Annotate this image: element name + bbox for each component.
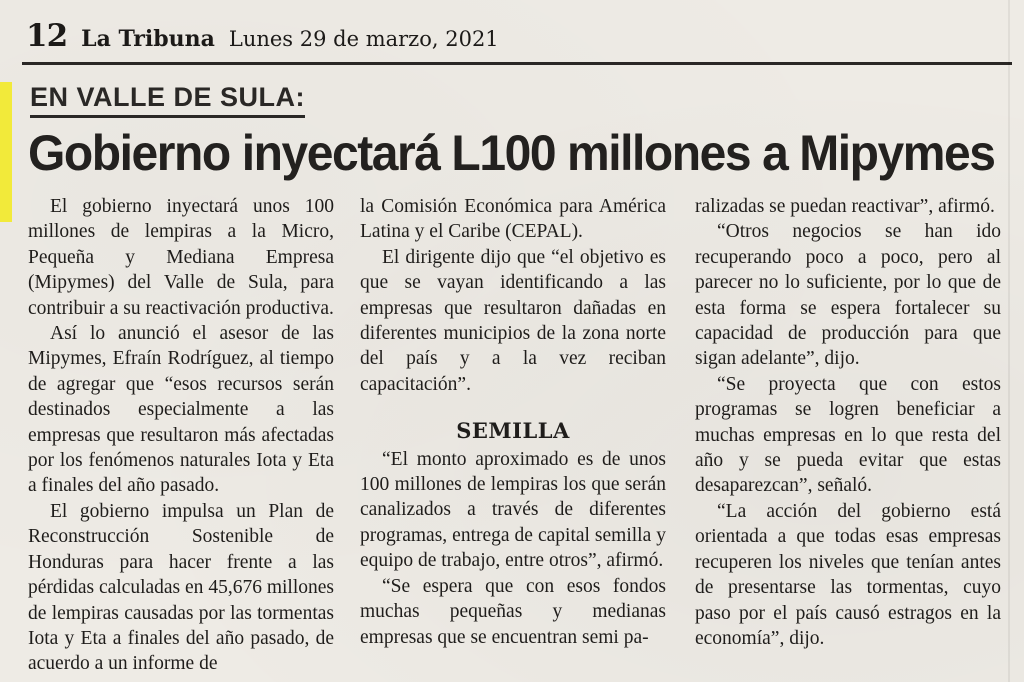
paragraph: “Se espera que con esos fondos muchas pequeñas y medianas empresas que se encuentran semi pa- — [360, 575, 666, 648]
article-kicker: EN VALLE DE SULA: — [30, 80, 305, 118]
article-headline: Gobierno inyectará L100 millones a Mipymes — [28, 125, 995, 181]
issue-date: Lunes 29 de marzo, 2021 — [228, 27, 499, 51]
paragraph: El gobierno impulsa un Plan de Reconstrucción Sostenible de Honduras para hacer frente a las pérdidas calculadas en 45,676 millones de lempiras causadas por las tormentas Iota y Eta a finales del año pasado, de acuerdo a un informe de — [28, 500, 334, 675]
column-2 — [360, 194, 666, 650]
page-header — [26, 18, 499, 58]
article-body — [28, 194, 1010, 675]
highlight-marker — [0, 82, 12, 222]
paragraph-continued: la Comisión Económica para América Latina y el Caribe (CEPAL). — [360, 196, 666, 243]
header-rule — [22, 62, 1012, 65]
paragraph: “El monto aproximado es de unos 100 millones de lempiras los que serán canalizados a través de diferentes programas, entrega de capital semilla y equipo de trabajo, entre otros”, afirmó. — [360, 448, 666, 572]
paragraph: “Se proyecta que con estos programas se logren beneficiar a muchas empresas en lo que resta del año y se pueda evitar que estas desaparezcan”, señaló. — [695, 373, 1001, 497]
paragraph: El dirigente dijo que “el objetivo es que se vayan identificando a las empresas que resultaron dañadas en diferentes municipios de la zona norte del país y a la vez reciban capacitación”. — [360, 246, 666, 395]
paragraph: “Otros negocios se han ido recuperando poco a poco, pero al parecer no lo suficiente, por lo que de esta forma se espera fortalecer su capacidad de producción para que sigan adelante”, dijo. — [695, 221, 1001, 370]
column-1 — [28, 194, 334, 677]
page-fold — [1008, 0, 1010, 682]
section-subhead: SEMILLA — [456, 418, 570, 444]
paragraph: El gobierno inyectará unos 100 millones de lempiras a la Micro, Pequeña y Mediana Empresa (Mipymes) del Valle de Sula, para contribuir a su reactivación productiva. — [28, 196, 334, 319]
paragraph: “La acción del gobierno está orientada a que todas esas empresas recuperen los niveles que tenían antes de presentarse las tormentas, cuyo paso por el país causó estragos en la economía”, dijo. — [695, 500, 1001, 649]
newspaper-name: La Tribuna — [81, 26, 215, 52]
paragraph: Así lo anunció el asesor de las Mipymes, Efraín Rodríguez, al tiempo de agregar que “esos recursos serán destinados especialmente a las empresas que resultaron más afectadas por los fenómenos naturales Iota y Eta a finales del año pasado. — [28, 323, 334, 497]
paragraph-continued: ralizadas se puedan reactivar”, afirmó. — [695, 196, 995, 217]
page-number: 12 — [26, 18, 68, 54]
column-3 — [695, 194, 1001, 651]
